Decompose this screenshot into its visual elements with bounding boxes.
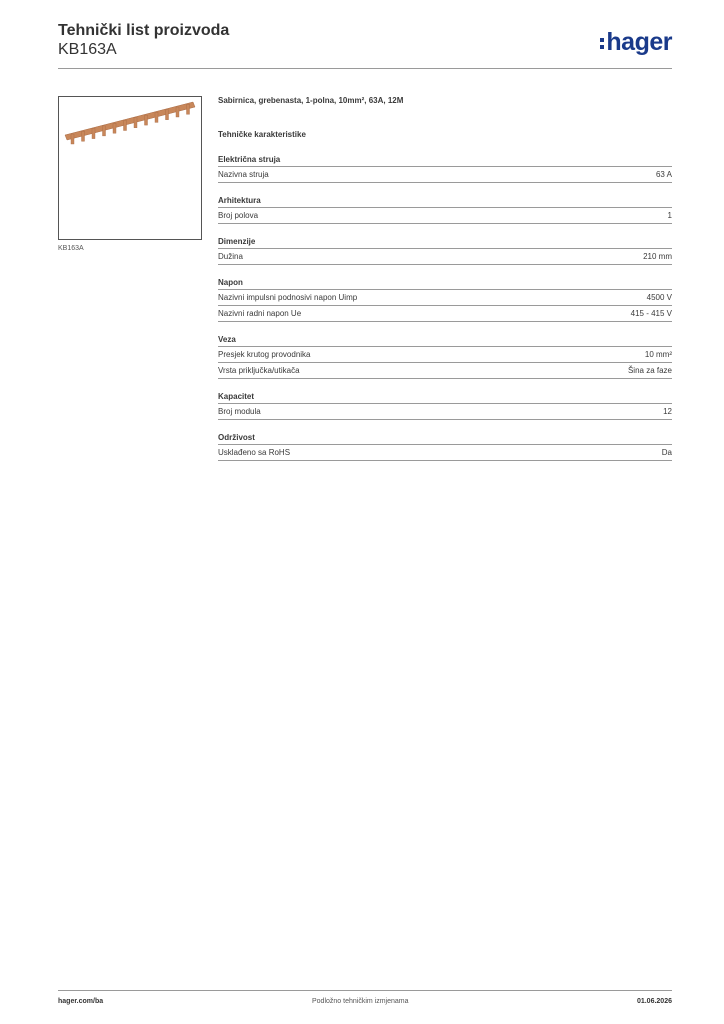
spec-group	[218, 236, 672, 265]
spec-label: Usklađeno sa RoHS	[218, 448, 291, 457]
spec-row	[218, 404, 672, 420]
busbar-pin	[113, 123, 116, 133]
group-spacer	[218, 265, 672, 277]
busbar-pin	[176, 107, 179, 117]
spec-group-title: Napon	[218, 277, 672, 290]
busbar-pin	[155, 112, 158, 122]
header-divider	[58, 68, 672, 69]
spec-value: Da	[661, 448, 672, 457]
spec-label: Broj modula	[218, 407, 261, 416]
spec-label: Broj polova	[218, 211, 259, 220]
spec-group-title: Električna struja	[218, 154, 672, 167]
logo-text: hager	[606, 27, 672, 56]
spec-content	[218, 96, 672, 461]
spec-group-title: Održivost	[218, 432, 672, 445]
spec-label: Presjek krutog provodnika	[218, 350, 311, 359]
product-image-frame	[58, 96, 202, 240]
spec-groups	[218, 154, 672, 461]
spec-group	[218, 154, 672, 183]
spec-label: Nazivni impulsni podnosivi napon Uimp	[218, 293, 358, 302]
product-image-caption: KB163A	[58, 245, 84, 252]
spec-value: 415 - 415 V	[630, 309, 672, 318]
comb-busbar-icon	[59, 97, 201, 239]
group-spacer	[218, 224, 672, 236]
spec-group	[218, 334, 672, 379]
logo-dots-icon	[600, 38, 604, 49]
spec-group	[218, 195, 672, 224]
spec-value: 63 A	[655, 170, 672, 179]
product-code: KB163A	[58, 41, 117, 58]
busbar-pin	[92, 129, 95, 139]
spec-value: 12	[663, 407, 672, 416]
busbar-pin	[166, 110, 169, 120]
spec-row	[218, 208, 672, 224]
footer-divider	[58, 990, 672, 991]
spec-row	[218, 347, 672, 363]
spec-row	[218, 290, 672, 306]
group-spacer	[218, 420, 672, 432]
footer-date: 01.06.2026	[636, 998, 672, 1005]
spec-group	[218, 432, 672, 461]
spec-label: Vrsta priključka/utikača	[218, 366, 300, 375]
footer-note: Podložno tehničkim izmjenama	[312, 998, 409, 1005]
spec-value: 10 mm²	[644, 350, 672, 359]
busbar-pin	[145, 115, 148, 125]
busbar-pin	[71, 134, 74, 144]
spec-group-title: Dimenzije	[218, 236, 672, 249]
spec-row	[218, 167, 672, 183]
spec-value: 210 mm	[643, 252, 672, 261]
spec-value: 4500 V	[646, 293, 672, 302]
group-spacer	[218, 379, 672, 391]
spec-row	[218, 363, 672, 379]
section-heading: Tehničke karakteristike	[218, 130, 306, 139]
page-header	[58, 22, 672, 70]
spec-group-title: Veza	[218, 334, 672, 347]
spec-row	[218, 445, 672, 461]
spec-value: Šina za faze	[627, 366, 672, 375]
spec-value: 1	[667, 211, 672, 220]
hager-logo	[600, 27, 672, 57]
document-title: Tehnički list proizvoda	[58, 22, 230, 39]
busbar-pin	[124, 121, 127, 131]
product-description: Sabirnica, grebenasta, 1-polna, 10mm², 63A, 12M	[218, 96, 404, 105]
spec-row	[218, 249, 672, 265]
spec-group-title: Arhitektura	[218, 195, 672, 208]
footer-website: hager.com/ba	[58, 998, 104, 1005]
spec-label: Nazivna struja	[218, 170, 269, 179]
spec-group-title: Kapacitet	[218, 391, 672, 404]
group-spacer	[218, 322, 672, 334]
spec-label: Nazivni radni napon Ue	[218, 309, 302, 318]
spec-group	[218, 391, 672, 420]
spec-label: Dužina	[218, 252, 243, 261]
busbar-pin	[82, 131, 85, 141]
busbar-pin	[134, 118, 137, 128]
group-spacer	[218, 183, 672, 195]
spec-group	[218, 277, 672, 322]
busbar-pin	[103, 126, 106, 136]
busbar-pin	[187, 104, 190, 114]
spec-row	[218, 306, 672, 322]
